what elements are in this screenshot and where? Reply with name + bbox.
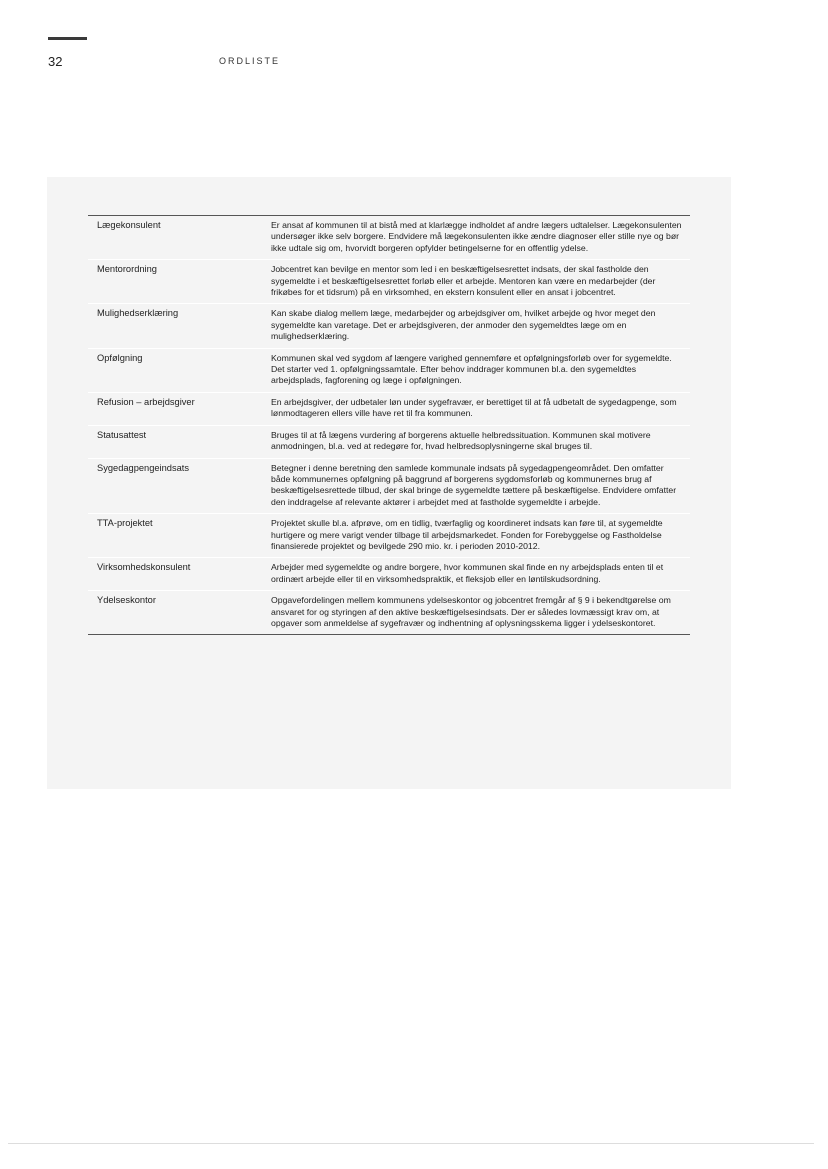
- glossary-row: [88, 349, 690, 393]
- glossary-row: [88, 514, 690, 558]
- glossary-definition: Er ansat af kommunen til at bistå med at klarlægge indholdet af andre lægers udtalelser. Lægekonsulenten undersøger ikke selv borgere. Endvidere må lægekonsulenten ikke ændre diagnoser eller stille nye og bør ikke udtale sig om, hvorvidt borgeren opfylder betingelserne for en offentlig ydelse.: [271, 220, 682, 253]
- section-title: ORDLISTE: [219, 56, 281, 66]
- glossary-term: Virksomhedskonsulent: [97, 562, 191, 573]
- glossary-term: TTA-projektet: [97, 518, 153, 529]
- glossary-row: [88, 216, 690, 260]
- glossary-term: Statusattest: [97, 429, 147, 440]
- glossary-term: Refusion – arbejdsgiver: [97, 396, 195, 407]
- glossary-definition: Bruges til at få lægens vurdering af borgerens aktuelle helbredssituation. Kommunen skal motivere anmodningen, bl.a. ved at redegøre for, hvad helbredsoplysningerne skal bruges til.: [271, 429, 651, 452]
- glossary-row: [88, 393, 690, 426]
- glossary-term: Mulighedserklæring: [97, 308, 179, 319]
- glossary-definition: Projektet skulle bl.a. afprøve, om en tidlig, tværfaglig og koordineret indsats kan føre til, at sygemeldte hurtigere og mere varigt vender tilbage til arbejdsmarkedet. Fonden for Forebyggelse og Fastholdelse finansierede projektet og bevilgede 290 mio. kr. i perioden 2010-2012.: [271, 518, 663, 551]
- header-rule: [48, 37, 87, 40]
- glossary-definition: Arbejder med sygemeldte og andre borgere, hvor kommunen skal finde en ny arbejdsplads enten til et ordinært arbejde eller til en virksomhedspraktik, et fleksjob eller en løntilskudsordning.: [271, 562, 664, 584]
- glossary-row: [88, 558, 690, 591]
- glossary-term: Lægekonsulent: [97, 220, 161, 230]
- glossary-row: [88, 459, 690, 515]
- glossary-definition: Opgavefordelingen mellem kommunens ydelseskontor og jobcentret fremgår af § 9 i bekendtgørelse om ansvaret for og styringen af den aktive beskæftigelsesindsats. Der er således lovmæssigt krav om, at opgaver som anmeldelse af sygefravær og indhentning af oplysningsskema ligger i ydelseskontoret.: [271, 595, 671, 628]
- page-bottom-rule: [8, 1143, 814, 1144]
- glossary-term: Sygedagpengeindsats: [97, 462, 190, 473]
- glossary-term: Mentorordning: [97, 264, 157, 275]
- glossary-term: Opfølgning: [97, 352, 143, 363]
- glossary-row: [88, 426, 690, 459]
- glossary-definition: En arbejdsgiver, der udbetaler løn under sygefravær, er berettiget til at få udbetalt de sygedagpenge, som lønmodtageren ellers ville have ret til fra kommunen.: [271, 396, 677, 419]
- glossary-definition: Kan skabe dialog mellem læge, medarbejder og arbejdsgiver om, hvilket arbejde og hvor meget den sygemeldte kan varetage. Det er arbejdsgiveren, der anmoder den sygemeldtes læge om en mulighedserklæring.: [271, 308, 656, 342]
- glossary-table: [88, 215, 690, 635]
- glossary-row: [88, 591, 690, 634]
- glossary-definition: Jobcentret kan bevilge en mentor som led i en beskæftigelsesrettet indsats, der skal fastholde den sygemeldte i et beskæftigelsesrettet forløb eller et arbejde. Mentoren kan være en medarbejder (der frikøbes for et tidsrum) på en virksomhed, en ekstern konsulent eller en ansat i jobcentret.: [271, 264, 656, 298]
- glossary-row: [88, 260, 690, 304]
- page-number: 32: [48, 54, 63, 69]
- glossary-definition: Betegner i denne beretning den samlede kommunale indsats på sygedagpengeområdet. Den omfatter både kommunernes opfølgning på baggrund af borgerens sygdomsforløb og kommunernes brug af beskæftigelsesrettede tilbud, der skal bringe de sygemeldte tættere på beskæftigelse. Endvidere omfatter den inddragelse af relevante aktører i arbejdet med at fastholde sygemeldte i arbejde.: [271, 462, 677, 507]
- glossary-definition: Kommunen skal ved sygdom af længere varighed gennemføre et opfølgningsforløb over for sygemeldte. Det starter ved 1. opfølgningssamtale. Efter behov inddrager kommunen bl.a. den sygemeldtes arbejdsplads, fagforening og læge i opfølgningen.: [271, 352, 672, 386]
- glossary-row: [88, 304, 690, 348]
- glossary-term: Ydelseskontor: [97, 595, 156, 606]
